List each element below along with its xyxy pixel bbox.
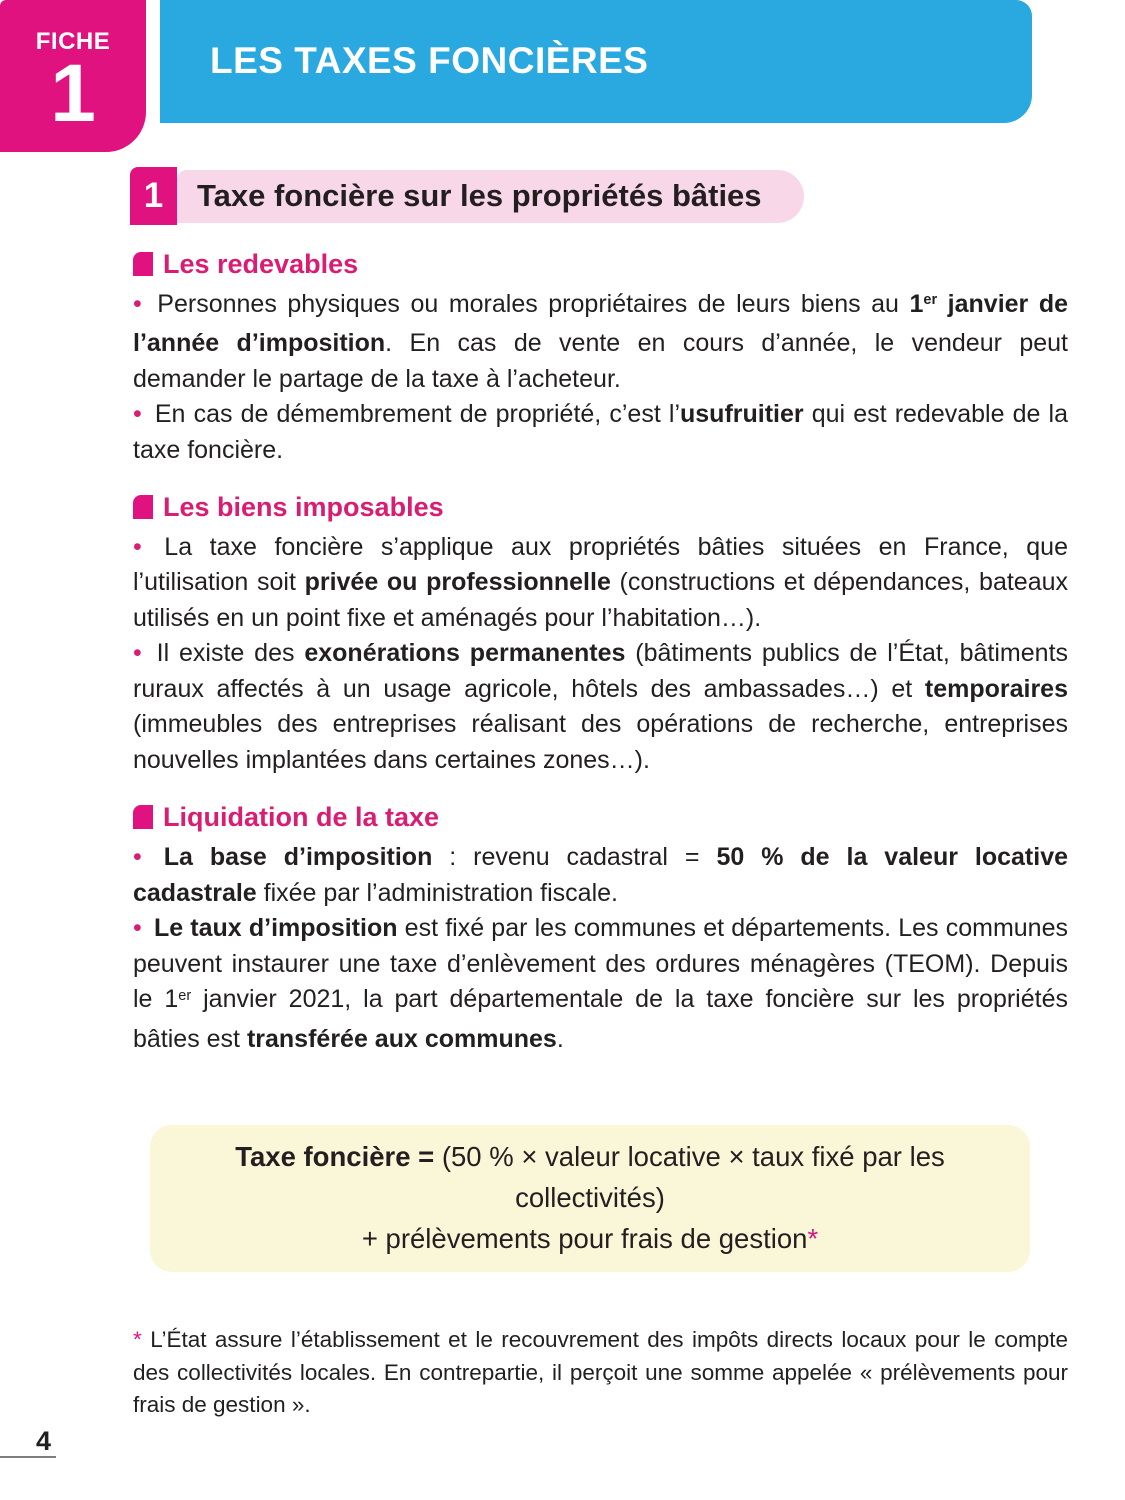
fiche-badge: [0, 0, 146, 152]
text-segment: Taxe foncière =: [235, 1141, 442, 1173]
text-segment: temporaires: [924, 674, 1068, 703]
subsection-title: Liquidation de la taxe: [163, 802, 440, 833]
section-number-badge: 1: [130, 167, 177, 225]
pink-square-icon: [133, 495, 153, 519]
bullet-paragraph: [133, 287, 1068, 398]
bullet-paragraph: [133, 636, 1068, 778]
subsection: [133, 803, 1068, 1057]
subsection-title: Les biens imposables: [163, 492, 444, 523]
text-segment: qui est redevable de la taxe foncière.: [133, 400, 1068, 464]
subsection: [133, 250, 1068, 468]
text-segment: (bâtiments publics de l’État, bâtiments ruraux affectés à un usage agricole, hôtels des ambassades…) et: [133, 639, 1069, 703]
subsection-title: Les redevables: [163, 249, 359, 279]
bullet-icon: •: [133, 843, 159, 872]
formula-box: [150, 1125, 1030, 1272]
text-segment: exonérations permanentes: [304, 639, 626, 668]
subsections: [133, 250, 1068, 1057]
section-title: Taxe foncière sur les propriétés bâties: [177, 170, 804, 223]
page-number: 4: [36, 1426, 52, 1456]
subsection: [133, 493, 1068, 778]
text-segment: : revenu cadastral =: [432, 843, 717, 872]
text-segment: est fixé par les communes et départements. Les communes peuvent instaurer une taxe d’enlèvement des ordures ménagères (TEOM). Depuis le 1: [133, 914, 1068, 1014]
fiche-number: 1: [50, 48, 96, 139]
subsection-heading: [133, 250, 1068, 280]
text-segment: .: [556, 1024, 564, 1053]
footnote: [133, 1324, 1068, 1422]
text-segment: L’État assure l’établissement et le recouvrement des impôts directs locaux pour le compte des collectivités locales. En contrepartie, il perçoit une somme appelée « prélèvements pour frais de gestion ».: [133, 1327, 1068, 1418]
title-bar: [160, 0, 1032, 123]
text-segment: *: [133, 1327, 142, 1353]
text-segment: transférée aux communes: [246, 1024, 557, 1053]
content: [133, 0, 1068, 1422]
bullet-icon: •: [133, 639, 152, 668]
text-segment: (immeubles des entreprises réalisant des opérations de recherche, entreprises nouvelles implantées dans certaines zones…).: [133, 710, 1068, 774]
pink-square-icon: [133, 805, 153, 829]
text-segment: er: [923, 292, 938, 309]
text-segment: (50 % × valeur locative × taux fixé par les collectivités): [441, 1141, 945, 1214]
text-segment: En cas de démembrement de propriété, c’est l’: [154, 400, 680, 429]
subsection-heading: [133, 493, 1068, 523]
pink-square-icon: [133, 252, 153, 276]
bullet-icon: •: [133, 289, 153, 318]
fiche-label: FICHE: [35, 28, 111, 55]
text-segment: *: [807, 1223, 819, 1255]
page-title: LES TAXES FONCIÈRES: [210, 40, 649, 81]
text-segment: Il existe des: [156, 639, 305, 668]
text-segment: privée ou professionnelle: [304, 568, 611, 597]
text-segment: + prélèvements pour frais de gestion: [361, 1223, 808, 1255]
formula-line: [160, 1218, 1020, 1259]
text-segment: Le taux d’imposition: [153, 914, 398, 943]
text-segment: La taxe foncière s’applique aux propriétés bâties situées en France, que l’utilisation soit: [133, 532, 1068, 597]
bullet-paragraph: [133, 911, 1068, 1057]
text-segment: 1: [909, 289, 924, 318]
footer-line: [0, 1456, 56, 1458]
bullet-icon: •: [133, 914, 149, 943]
text-segment: (constructions et dépendances, bateaux utilisés en un point fixe et aménagés pour l’habitation…).: [133, 568, 1069, 632]
text-segment: usufruitier: [680, 400, 804, 429]
formula-line: [160, 1136, 1020, 1218]
text-segment: . En cas de vente en cours d’année, le vendeur peut demander le partage de la taxe à l’acheteur.: [133, 329, 1068, 393]
bullet-paragraph: [133, 840, 1068, 911]
text-segment: La base d’imposition: [163, 843, 433, 872]
text-segment: Personnes physiques ou morales propriétaires de leurs biens au: [157, 289, 910, 318]
bullet-paragraph: [133, 397, 1068, 468]
text-segment: er: [178, 987, 192, 1004]
bullet-icon: •: [133, 400, 150, 429]
text-segment: fixée par l’administration fiscale.: [256, 878, 618, 907]
text-segment: janvier 2021, la part départementale de la taxe foncière sur les propriétés bâties est: [133, 985, 1068, 1053]
text-segment: janvier de l’année d’imposition: [133, 289, 1069, 358]
subsection-heading: [133, 803, 1068, 833]
bullet-paragraph: [133, 530, 1068, 637]
bullet-icon: •: [133, 532, 160, 561]
text-segment: 50 % de la valeur locative cadastrale: [133, 843, 1069, 907]
